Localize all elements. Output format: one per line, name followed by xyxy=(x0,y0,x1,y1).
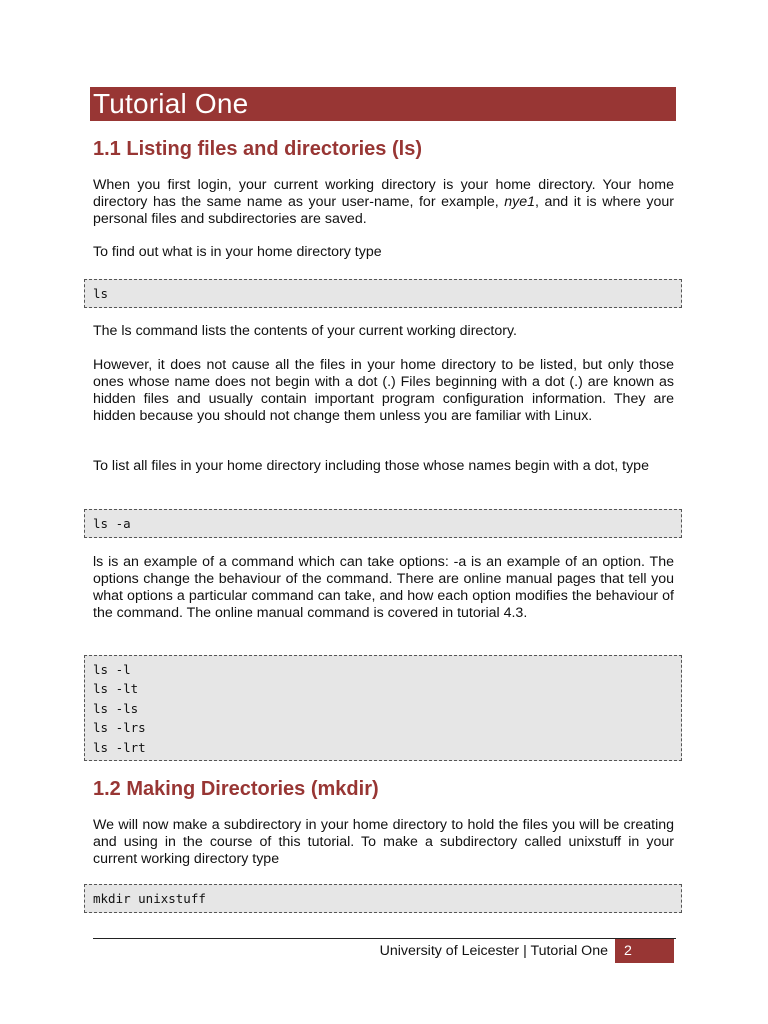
title-banner xyxy=(90,87,676,121)
footer-divider xyxy=(93,938,676,939)
code-line: ls -l xyxy=(93,662,131,677)
intro-text-a: When you first login, your current working directory is your home directory. Your home directory has the same name as your user-name, for example, xyxy=(93,177,674,210)
footer-text: University of Leicester | Tutorial One xyxy=(379,943,608,959)
page-title: Tutorial One xyxy=(93,88,249,119)
code-block-ls-options xyxy=(84,655,682,761)
intro-text-b: , and it is where your personal files and subdirectories are saved. xyxy=(93,194,675,227)
page-number: 2 xyxy=(615,939,674,963)
paragraph-find-out: To find out what is in your home directory type xyxy=(93,244,382,260)
paragraph-options: ls is an example of a command which can take options: -a is an example of an option. The options change the behaviour of the command. There are online manual pages that tell you what options a particular command can take, and how each option modifies the behaviour of the command. The online manual command is covered in tutorial 4.3. xyxy=(93,554,674,621)
code-block-ls-a xyxy=(84,509,682,538)
code-line: ls -lrs xyxy=(93,720,146,736)
paragraph-ls-description: The ls command lists the contents of your current working directory. xyxy=(93,323,517,339)
section-heading-1-1: 1.1 Listing files and directories (ls) xyxy=(93,138,422,160)
code-block-mkdir xyxy=(84,884,682,913)
code-line: ls -a xyxy=(93,516,131,531)
code-line: mkdir unixstuff xyxy=(93,891,206,906)
code-line: ls -lt xyxy=(93,681,139,697)
section-heading-1-2: 1.2 Making Directories (mkdir) xyxy=(93,778,379,800)
paragraph-hidden-files: However, it does not cause all the files in your home directory to be listed, but only those ones whose name does not begin with a dot (.) Files beginning with a dot (.) are known as hidden files and usually contain important program configuration information. They are hidden because you should not change them unless you are familiar with Linux. xyxy=(93,357,674,424)
paragraph-list-all: To list all files in your home directory including those whose names begin with a dot, type xyxy=(93,458,649,474)
code-block-ls xyxy=(84,279,682,308)
code-line: ls -lrt xyxy=(93,739,146,755)
intro-username-example: nye1 xyxy=(504,194,536,210)
code-line: ls -ls xyxy=(93,700,139,716)
paragraph-intro xyxy=(93,177,674,228)
code-line: ls xyxy=(93,286,109,301)
paragraph-mkdir: We will now make a subdirectory in your home directory to hold the files you will be creating and using in the course of this tutorial. To make a subdirectory called unixstuff in your current working directory type xyxy=(93,817,674,867)
